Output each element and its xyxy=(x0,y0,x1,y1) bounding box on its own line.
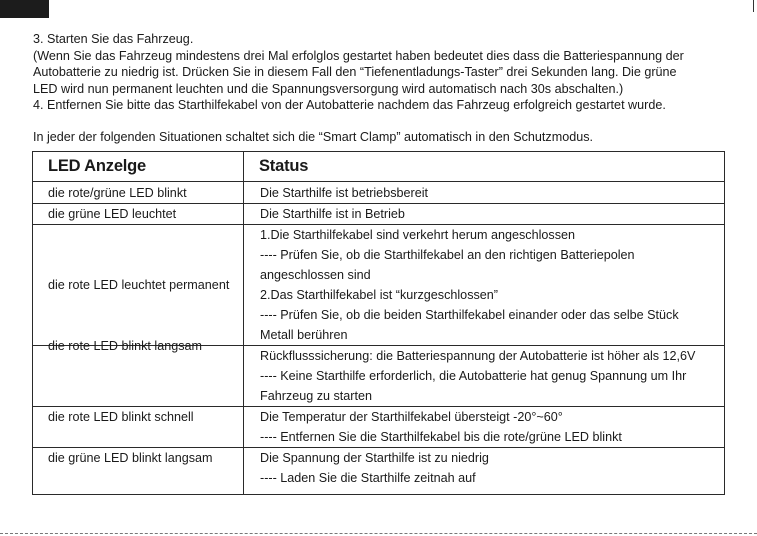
status-line: 2.Das Starthilfekabel ist “kurzgeschlossen” xyxy=(260,288,498,302)
protection-mode-note: In jeder der folgenden Situationen schaltet sich die “Smart Clamp” automatisch in den Schutzmodus. xyxy=(33,130,594,144)
instruction-line: (Wenn Sie das Fahrzeug mindestens drei Mal erfolglos gestartet haben bedeutet dies dass die Batteriespannung der xyxy=(33,48,684,63)
instructions-block xyxy=(33,31,733,114)
table-row xyxy=(33,346,725,407)
instruction-line: 3. Starten Sie das Fahrzeug. xyxy=(33,32,194,46)
status-line: Metall berühren xyxy=(260,328,348,342)
status-line: ---- Prüfen Sie, ob die Starthilfekabel an den richtigen Batteriepolen xyxy=(260,248,635,262)
status-line: 1.Die Starthilfekabel sind verkehrt herum angeschlossen xyxy=(260,228,576,242)
status-line: ---- Laden Sie die Starthilfe zeitnah auf xyxy=(260,471,476,485)
table-row xyxy=(33,448,725,495)
instruction-line: Autobatterie zu niedrig ist. Drücken Sie in diesem Fall den “Tiefenentladungs-Taster” drei Sekunden lang. Die grüne xyxy=(33,65,677,80)
status-cell xyxy=(244,448,725,495)
status-line: Die Starthilfe ist in Betrieb xyxy=(260,207,405,221)
led-cell xyxy=(33,407,244,448)
status-cell xyxy=(244,346,725,407)
status-line: Die Spannung der Starthilfe ist zu niedrig xyxy=(260,451,489,465)
status-line: angeschlossen sind xyxy=(260,268,371,282)
status-line: Die Temperatur der Starthilfekabel übersteigt -20°~60° xyxy=(260,410,563,424)
status-line: Rückflusssicherung: die Batteriespannung der Autobatterie ist höher als 12,6V xyxy=(260,349,696,363)
status-cell xyxy=(244,225,725,346)
led-label: die rote LED blinkt schnell xyxy=(48,410,194,424)
led-cell xyxy=(33,448,244,495)
table-row xyxy=(33,182,725,204)
instruction-line: LED wird nun permanent leuchten und die Spannungsversorgung wird automatisch nach 30s abschalten.) xyxy=(33,81,624,96)
status-line: Fahrzeug zu starten xyxy=(260,389,373,403)
led-cell: die grüne LED leuchtet xyxy=(33,204,244,225)
led-column-header: LED Anzelge xyxy=(33,152,244,182)
led-label: die grüne LED blinkt langsam xyxy=(48,451,213,465)
table-header-row xyxy=(33,152,725,182)
status-cell xyxy=(244,407,725,448)
status-line: ---- Prüfen Sie, ob die beiden Starthilfekabel einander oder das selbe Stück xyxy=(260,308,679,322)
led-cell: die rote/grüne LED blinkt xyxy=(33,182,244,204)
status-line: ---- Entfernen Sie die Starthilfekabel bis die rote/grüne LED blinkt xyxy=(260,430,622,444)
status-cell xyxy=(244,204,725,225)
led-cell xyxy=(33,339,244,407)
led-status-table xyxy=(32,151,725,495)
status-line: ---- Keine Starthilfe erforderlich, die Autobatterie hat genug Spannung um Ihr xyxy=(260,369,687,383)
dashed-cut-line xyxy=(0,533,757,534)
crop-mark xyxy=(753,0,754,12)
corner-tab xyxy=(0,0,49,18)
status-column-header: Status xyxy=(244,152,725,182)
led-label: die rote LED blinkt langsam xyxy=(48,339,203,353)
led-cell: die rote LED leuchtet permanent xyxy=(33,225,244,346)
table-row xyxy=(33,407,725,448)
status-line: Die Starthilfe ist betriebsbereit xyxy=(260,185,428,200)
table-row xyxy=(33,225,725,346)
table-row xyxy=(33,204,725,225)
instruction-line: 4. Entfernen Sie bitte das Starthilfekabel von der Autobatterie nachdem das Fahrzeug erfolgreich gestartet wurde. xyxy=(33,98,666,113)
status-cell xyxy=(244,182,725,204)
